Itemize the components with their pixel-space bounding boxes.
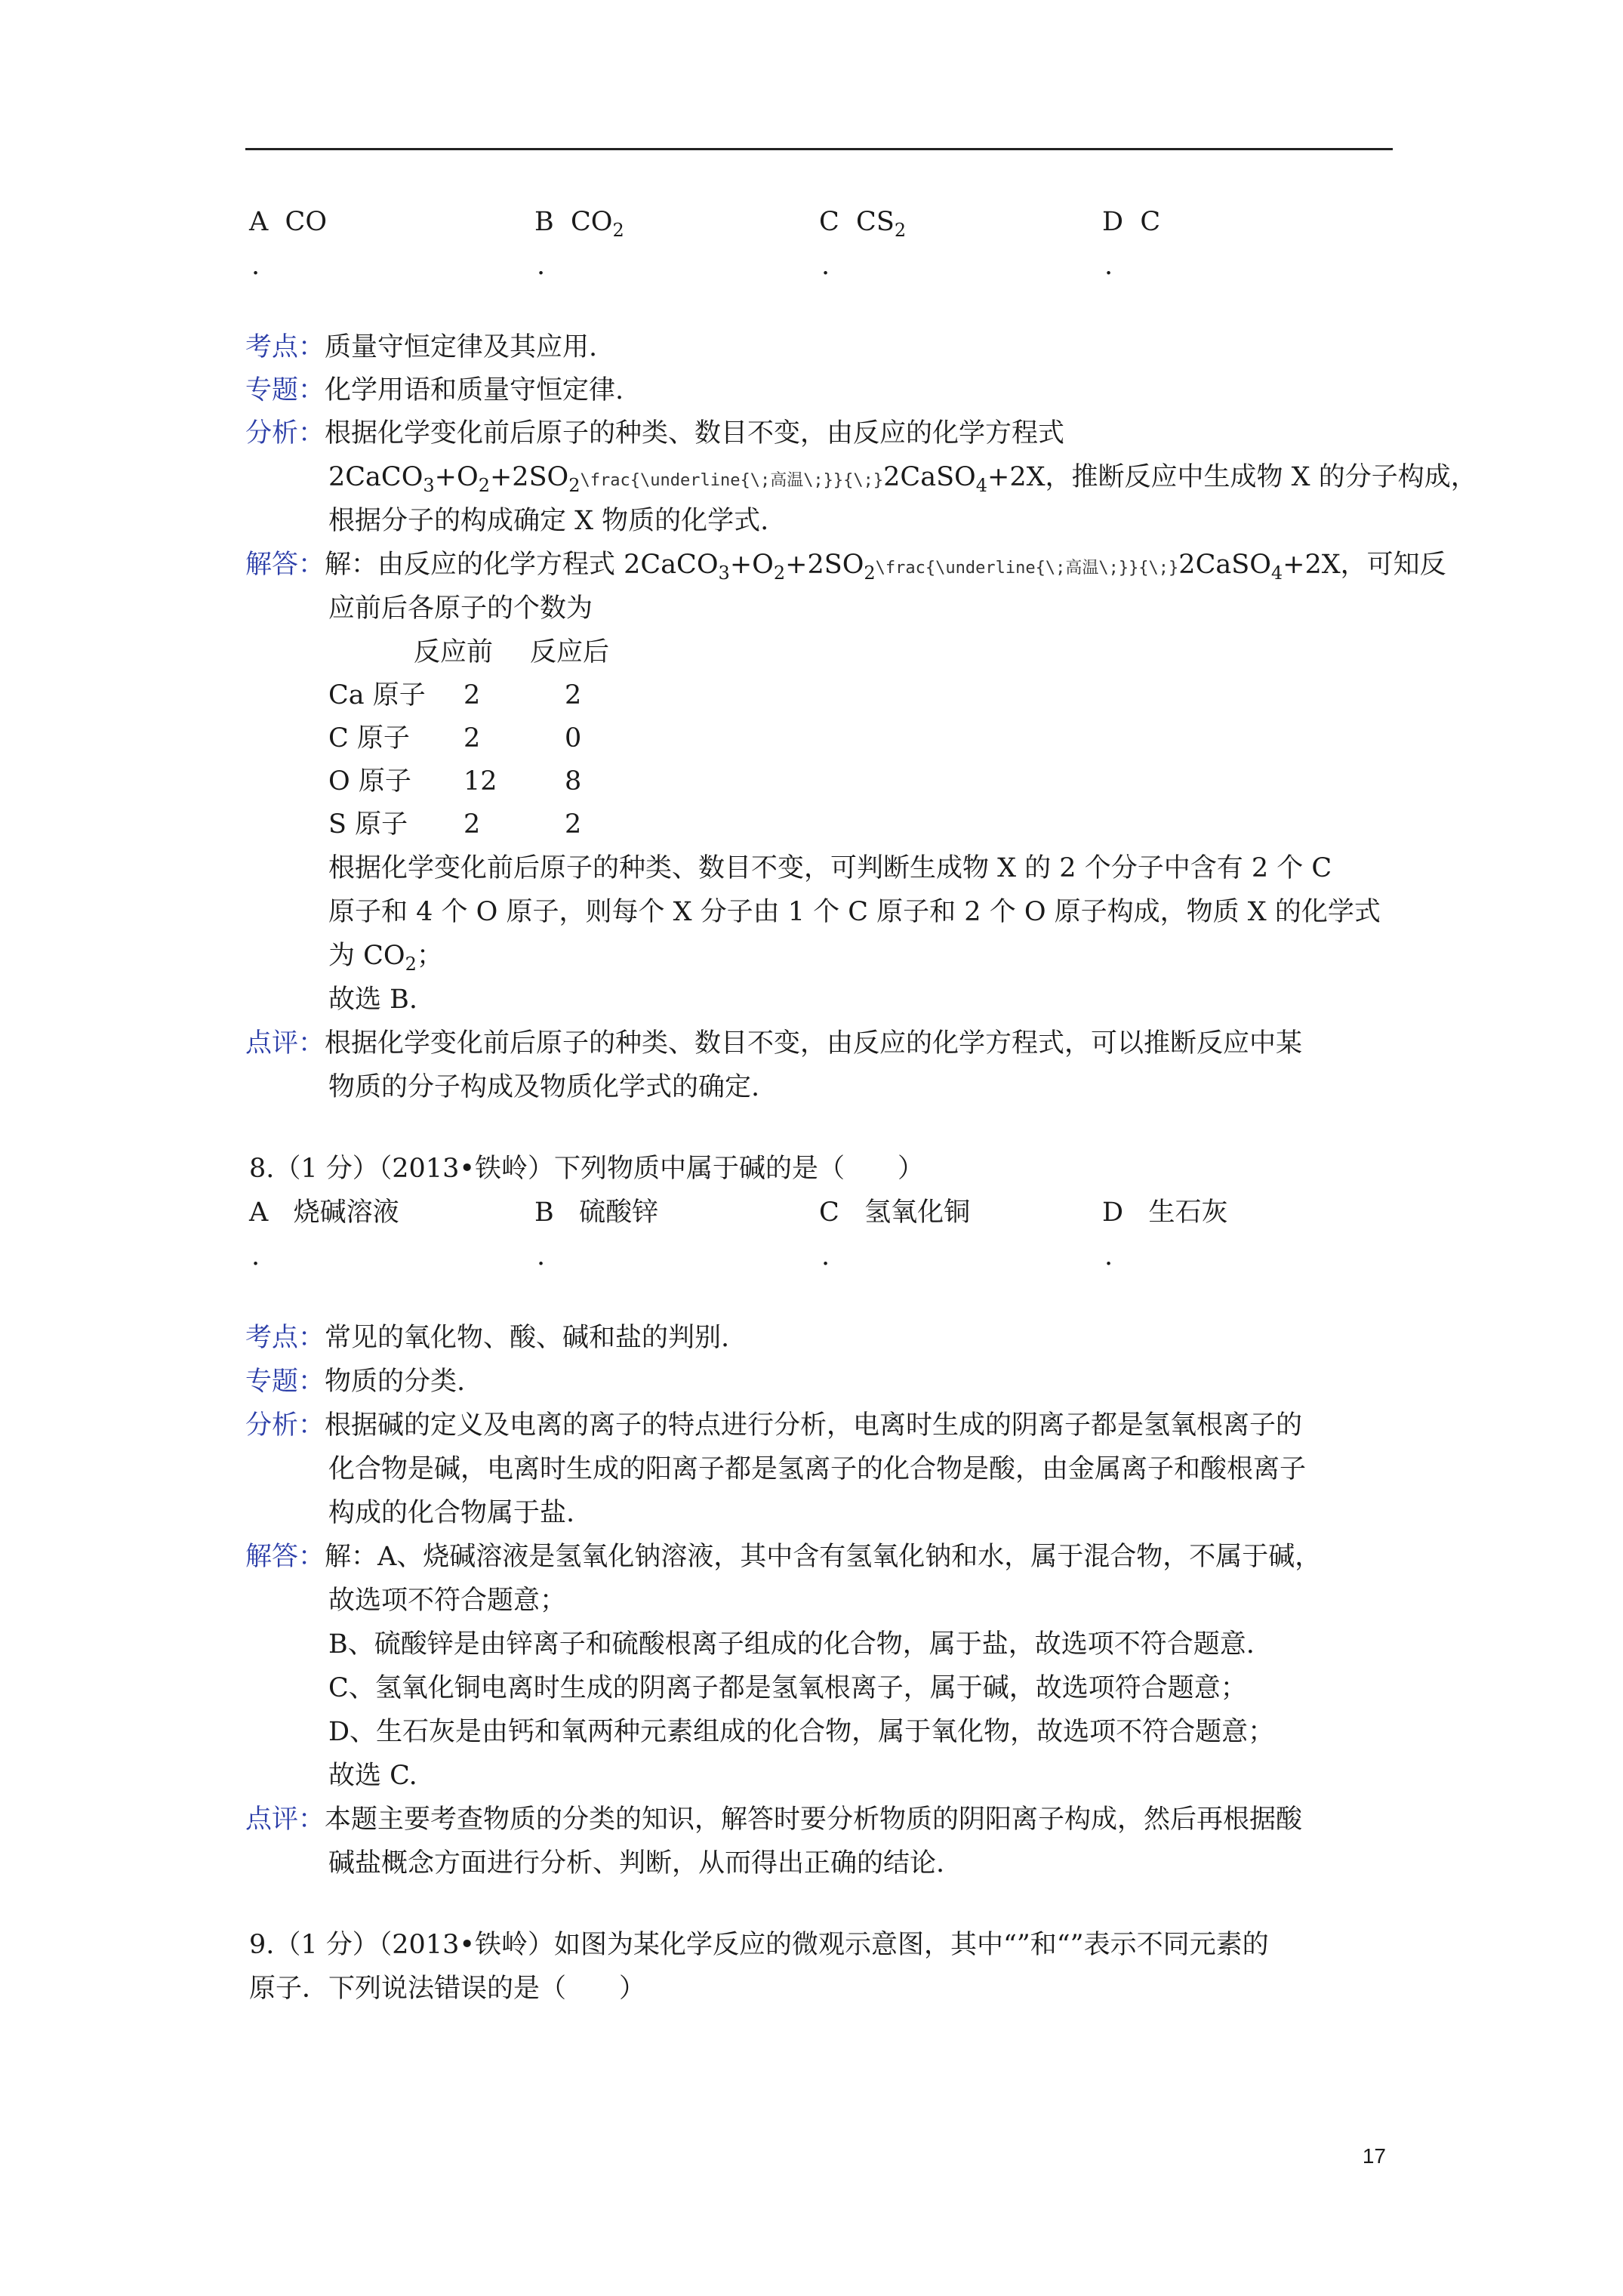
q7-dianping-2: 物质的分子构成及物质化学式的确定.	[328, 1072, 760, 1102]
q9-stem-2: 原子．下列说法错误的是（ ）	[249, 1974, 646, 2004]
q8-kaodian: 考点：常见的氧化物、酸、碱和盐的判别.	[245, 1323, 730, 1353]
fenxi-label: 分析：	[245, 418, 325, 448]
dianping-label: 点评：	[245, 1804, 325, 1835]
table-after-s: 2	[565, 809, 582, 840]
zhuanti-label: 专题：	[245, 375, 325, 405]
q8-zhuanti: 专题：物质的分类.	[245, 1367, 466, 1397]
q7-jieda-1: 解答：解：由反应的化学方程式 $2CaCO_3+O_2+2SO_2\backslash frac\{\backslash underline\{\backslash$;高温\;}}{\;}2CaSO$_4$+2X，可知反	[245, 550, 1446, 584]
q7-option-dot-b: .	[537, 251, 546, 281]
q8-option-c: C 氢氧化铜	[819, 1197, 971, 1228]
q7-jieda-5: 为 $CO_2$；	[328, 941, 443, 975]
q7-option-d: D C	[1102, 207, 1161, 237]
q7-option-dot-a: .	[251, 251, 260, 281]
q8-jieda-3: B、硫酸锌是由锌离子和硫酸根离子组成的化合物，属于盐，故选项不符合题意.	[328, 1629, 1255, 1660]
q7-option-c: C $CS_2$	[819, 207, 907, 241]
q7-option-a: A CO	[249, 207, 328, 237]
zhuanti-label: 专题：	[245, 1367, 325, 1397]
table-after-ca: 2	[565, 680, 582, 710]
q7-jieda-2: 应前后各原子的个数为	[328, 593, 593, 624]
q8-option-b: B 硫酸锌	[534, 1197, 659, 1228]
q9-stem-1: 9.（1 分）（2013•铁岭）如图为某化学反应的微观示意图，其中“”和“”表示不同元素的	[249, 1930, 1269, 1960]
q7-zhuanti: 专题：化学用语和质量守恒定律.	[245, 375, 624, 405]
q7-dianping-1: 点评：根据化学变化前后原子的种类、数目不变，由反应的化学方程式，可以推断反应中某	[245, 1028, 1303, 1059]
page-number: 17	[1362, 2144, 1386, 2168]
jieda-label: 解答：	[245, 1542, 325, 1572]
table-atom-s: S 原子	[328, 809, 408, 840]
latex-source: \frac{\underline{\;高温\;}}{\;}	[580, 471, 884, 490]
table-atom-o: O 原子	[328, 766, 411, 797]
latex-source: \frac{\underline{\;高温\;}}{\;}	[875, 559, 1179, 578]
q7-kaodian: 考点：质量守恒定律及其应用.	[245, 332, 598, 362]
q7-jieda-6: 故选 B.	[328, 985, 417, 1015]
q8-fenxi-1: 分析：根据碱的定义及电离的离子的特点进行分析，电离时生成的阴离子都是氢氧根离子的	[245, 1410, 1303, 1441]
q8-option-dot-a: .	[251, 1241, 260, 1271]
header-rule	[245, 148, 1393, 150]
table-header-after: 反应后	[530, 637, 610, 667]
q8-jieda-5: D、生石灰是由钙和氧两种元素组成的化合物，属于氧化物，故选项不符合题意；	[328, 1717, 1275, 1747]
table-before-s: 2	[463, 809, 481, 840]
q7-jieda-3: 根据化学变化前后原子的种类、数目不变，可判断生成物 X 的 2 个分子中含有 2 个 C	[328, 853, 1332, 883]
q7-fenxi-3: 根据分子的构成确定 X 物质的化学式.	[328, 506, 769, 536]
q8-option-dot-d: .	[1104, 1241, 1113, 1271]
q7-jieda-4: 原子和 4 个 O 原子，则每个 X 分子由 1 个 C 原子和 2 个 O 原子构成，物质 X 的化学式	[328, 897, 1381, 927]
table-header-before: 反应前	[414, 637, 494, 667]
jieda-label: 解答：	[245, 550, 325, 580]
q8-jieda-1: 解答：解：A、烧碱溶液是氢氧化钠溶液，其中含有氢氧化钠和水，属于混合物，不属于碱，	[245, 1542, 1322, 1572]
table-before-ca: 2	[463, 680, 481, 710]
q7-fenxi-1: 分析：根据化学变化前后原子的种类、数目不变，由反应的化学方程式	[245, 418, 1065, 448]
q7-option-dot-c: .	[821, 251, 830, 281]
q8-stem: 8.（1 分）（2013•铁岭）下列物质中属于碱的是（ ）	[249, 1154, 925, 1184]
q8-option-dot-c: .	[821, 1241, 830, 1271]
q8-jieda-4: C、氢氧化铜电离时生成的阴离子都是氢氧根离子，属于碱，故选项符合题意；	[328, 1673, 1247, 1703]
q8-fenxi-3: 构成的化合物属于盐.	[328, 1498, 575, 1528]
table-after-c: 0	[565, 723, 582, 754]
table-after-o: 8	[565, 766, 582, 797]
q7-option-b: B $CO_2$	[534, 207, 624, 241]
q8-option-a: A 烧碱溶液	[249, 1197, 399, 1228]
q8-jieda-2: 故选项不符合题意；	[328, 1586, 567, 1616]
q8-dianping-1: 点评：本题主要考查物质的分类的知识，解答时要分析物质的阴阳离子构成，然后再根据酸	[245, 1804, 1303, 1835]
table-before-c: 2	[463, 723, 481, 754]
table-atom-ca: Ca 原子	[328, 680, 426, 710]
dianping-label: 点评：	[245, 1028, 325, 1059]
kaodian-label: 考点：	[245, 332, 325, 362]
table-atom-c: C 原子	[328, 723, 410, 754]
q8-option-dot-b: .	[537, 1241, 546, 1271]
kaodian-label: 考点：	[245, 1323, 325, 1353]
q8-jieda-6: 故选 C.	[328, 1761, 417, 1791]
q7-fenxi-2: $2CaCO_3+O_2+2SO_2\backslash frac\{\backslash underline\{\backslash$;高温\;}}{\;}2CaSO$_4$+2X，推断反应中生成物 X 的分子构成，	[328, 462, 1477, 496]
table-before-o: 12	[463, 766, 497, 797]
q8-dianping-2: 碱盐概念方面进行分析、判断，从而得出正确的结论.	[328, 1848, 945, 1878]
q8-option-d: D 生石灰	[1102, 1197, 1228, 1228]
q7-option-dot-d: .	[1104, 251, 1113, 281]
q8-fenxi-2: 化合物是碱，电离时生成的阳离子都是氢离子的化合物是酸，由金属离子和酸根离子	[328, 1454, 1307, 1484]
fenxi-label: 分析：	[245, 1410, 325, 1441]
